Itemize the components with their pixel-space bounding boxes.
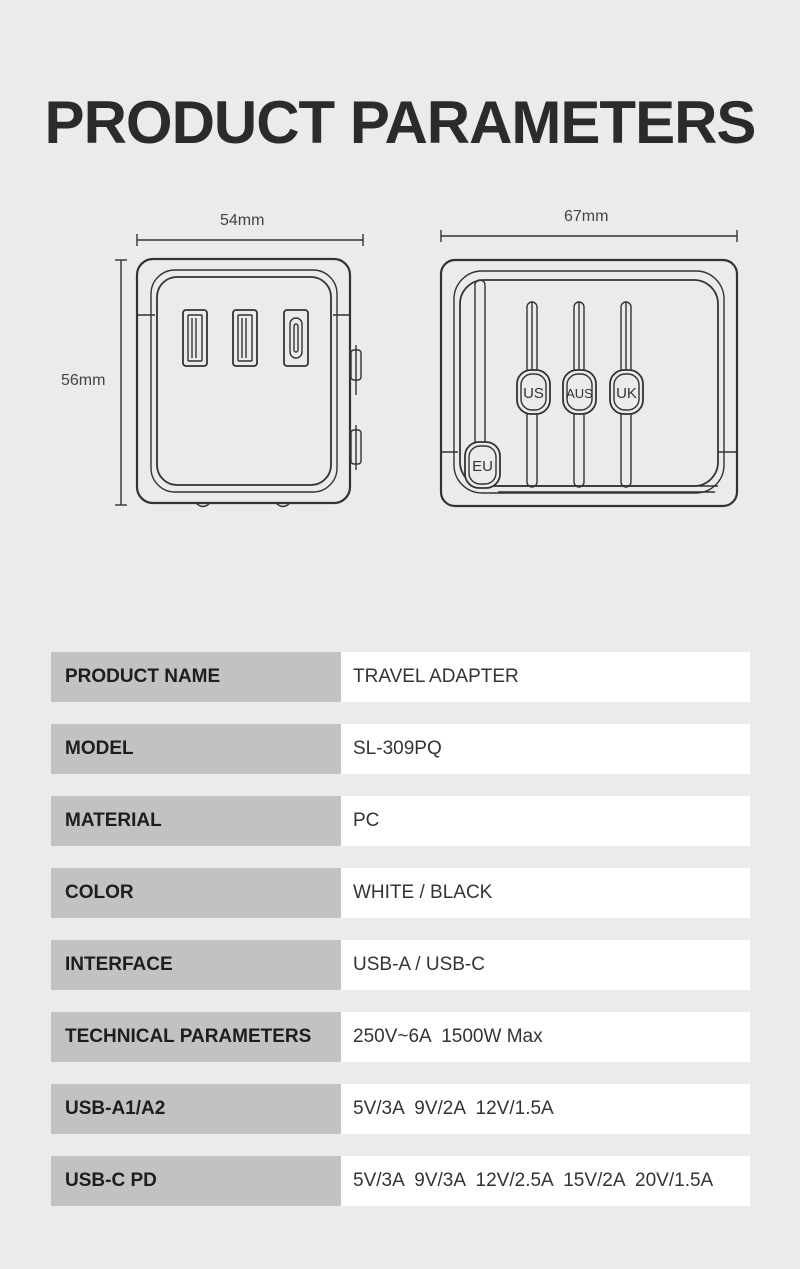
spec-key: USB-A1/A2 [51, 1084, 341, 1134]
front-width-dimension-line [137, 234, 363, 246]
spec-key: INTERFACE [51, 940, 341, 990]
spec-key: MATERIAL [51, 796, 341, 846]
front-view [137, 259, 361, 507]
spec-value: 5V/3A 9V/3A 12V/2.5A 15V/2A 20V/1.5A [341, 1156, 750, 1206]
spec-key: USB-C PD [51, 1156, 341, 1206]
side-width-label: 67mm [564, 208, 609, 225]
usb-a-port-2 [233, 310, 257, 366]
front-width-label: 54mm [220, 212, 265, 229]
spec-value: 250V~6A 1500W Max [341, 1012, 750, 1062]
height-label: 56mm [61, 372, 106, 389]
spec-key: MODEL [51, 724, 341, 774]
spec-key: PRODUCT NAME [51, 652, 341, 702]
spec-row-color [51, 868, 750, 918]
spec-key: TECHNICAL PARAMETERS [51, 1012, 341, 1062]
usb-a-port-1 [183, 310, 207, 366]
spec-row-interface [51, 940, 750, 990]
height-dimension-line [115, 260, 127, 505]
spec-row-usb-c-pd [51, 1156, 750, 1206]
spec-row-technical-parameters [51, 1012, 750, 1062]
us-plug-label: US [523, 385, 544, 402]
aus-plug-label: AUS [566, 386, 593, 401]
spec-value: WHITE / BLACK [341, 868, 750, 918]
uk-plug-label: UK [616, 385, 637, 402]
adapter-diagram [0, 0, 800, 560]
eu-plug-label: EU [472, 458, 493, 475]
spec-value: 5V/3A 9V/2A 12V/1.5A [341, 1084, 750, 1134]
side-width-dimension-line [441, 230, 737, 242]
spec-value: SL-309PQ [341, 724, 750, 774]
spec-value: TRAVEL ADAPTER [341, 652, 750, 702]
spec-value: USB-A / USB-C [341, 940, 750, 990]
page-title: PRODUCT PARAMETERS [44, 89, 756, 156]
spec-row-model [51, 724, 750, 774]
spec-row-product-name [51, 652, 750, 702]
spec-value: PC [341, 796, 750, 846]
spec-row-material [51, 796, 750, 846]
spec-row-usb-a [51, 1084, 750, 1134]
spec-key: COLOR [51, 868, 341, 918]
